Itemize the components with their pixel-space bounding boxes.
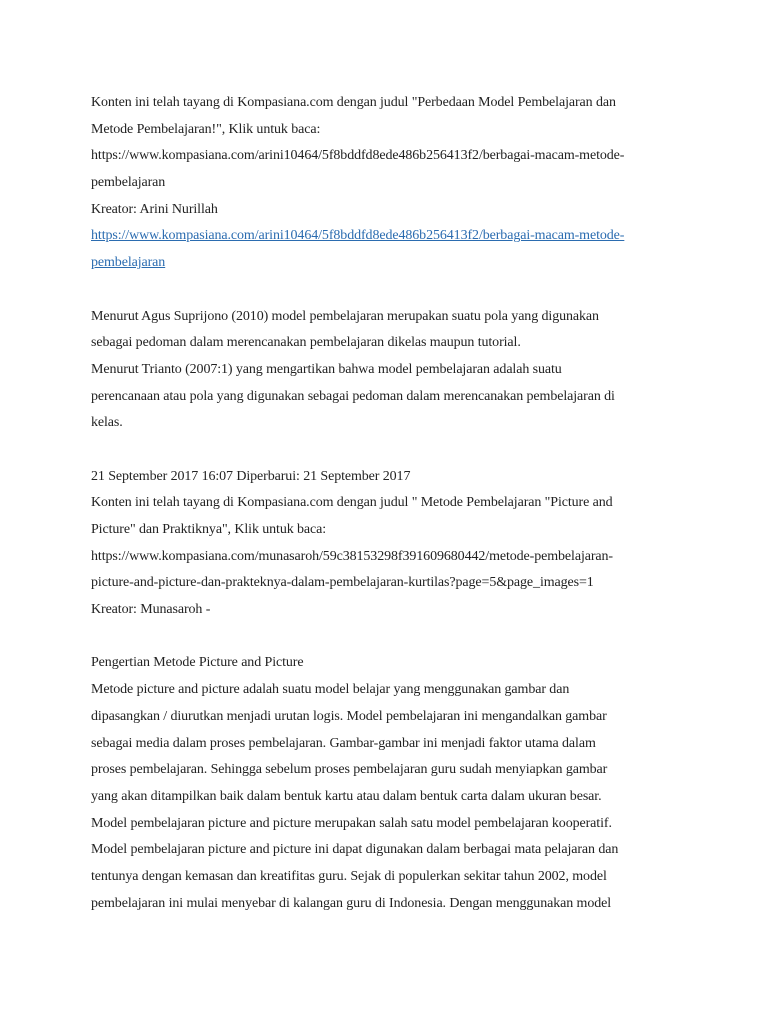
creator-line: Kreator: Arini Nurillah bbox=[91, 201, 218, 217]
article-link[interactable]: https://www.kompasiana.com/arini10464/5f8bddfd8ede486b256413f2/berbagai-macam-metode- bbox=[91, 228, 625, 244]
picture-and-picture-section bbox=[91, 650, 691, 917]
text-line: Menurut Trianto (2007:1) yang mengartikan bahwa model pembelajaran adalah suatu bbox=[91, 361, 562, 377]
text-line: proses pembelajaran. Sehingga sebelum proses pembelajaran guru sudah menyiapkan gambar bbox=[91, 762, 608, 778]
url-text-line: https://www.kompasiana.com/munasaroh/59c38153298f391609680442/metode-pembelajaran- bbox=[91, 548, 613, 564]
text-line: pembelajaran bbox=[91, 175, 166, 191]
section-heading: Pengertian Metode Picture and Picture bbox=[91, 655, 304, 671]
text-line: https://www.kompasiana.com/arini10464/5f8bddfd8ede486b256413f2/berbagai-macam-metode- bbox=[91, 148, 625, 164]
url-text-line: picture-and-picture-dan-prakteknya-dalam-pembelajaran-kurtilas?page=5&page_images=1 bbox=[91, 575, 594, 591]
paragraph-gap bbox=[91, 277, 691, 304]
text-line: Model pembelajaran picture and picture ini dapat digunakan dalam berbagai mata pelajaran dan bbox=[91, 842, 619, 858]
paragraph-gap bbox=[91, 437, 691, 464]
creator-line: Kreator: Munasaroh - bbox=[91, 602, 211, 618]
text-line: tentunya dengan kemasan dan kreatifitas guru. Sejak di populerkan sekitar tahun 2002, model bbox=[91, 868, 607, 884]
text-line: Metode picture and picture adalah suatu model belajar yang menggunakan gambar dan bbox=[91, 682, 570, 698]
text-line: dipasangkan / diurutkan menjadi urutan logis. Model pembelajaran ini mengandalkan gambar bbox=[91, 708, 607, 724]
text-line: perencanaan atau pola yang digunakan sebagai pedoman dalam merencanakan pembelajaran di bbox=[91, 388, 615, 404]
date-line: 21 September 2017 16:07 Diperbarui: 21 September 2017 bbox=[91, 468, 411, 484]
text-line: kelas. bbox=[91, 415, 123, 431]
source-notice-munasaroh bbox=[91, 464, 691, 624]
article-link[interactable]: pembelajaran bbox=[91, 255, 166, 271]
document-body bbox=[91, 90, 691, 917]
text-line: Metode Pembelajaran!", Klik untuk baca: bbox=[91, 121, 321, 137]
text-line: yang akan ditampilkan baik dalam bentuk kartu atau dalam bentuk carta dalam ukuran besar. bbox=[91, 788, 602, 804]
text-line: Konten ini telah tayang di Kompasiana.com dengan judul " Metode Pembelajaran "Picture and bbox=[91, 495, 613, 511]
model-definitions-paragraph bbox=[91, 304, 691, 437]
paragraph-gap bbox=[91, 624, 691, 651]
text-line: Menurut Agus Suprijono (2010) model pembelajaran merupakan suatu pola yang digunakan bbox=[91, 308, 599, 324]
text-line: sebagai media dalam proses pembelajaran. Gambar-gambar ini menjadi faktor utama dalam bbox=[91, 735, 596, 751]
text-line: Model pembelajaran picture and picture merupakan salah satu model pembelajaran kooperatif. bbox=[91, 815, 612, 831]
text-line: Picture" dan Praktiknya", Klik untuk baca: bbox=[91, 522, 327, 537]
text-line: pembelajaran ini mulai menyebar di kalangan guru di Indonesia. Dengan menggunakan model bbox=[91, 895, 612, 911]
source-notice-arini bbox=[91, 90, 691, 277]
article-link-line[interactable] bbox=[91, 223, 691, 250]
text-line: sebagai pedoman dalam merencanakan pembelajaran dikelas maupun tutorial. bbox=[91, 335, 521, 351]
text-line: Konten ini telah tayang di Kompasiana.com dengan judul "Perbedaan Model Pembelajaran dan bbox=[91, 95, 616, 110]
article-link-line[interactable] bbox=[91, 250, 691, 277]
